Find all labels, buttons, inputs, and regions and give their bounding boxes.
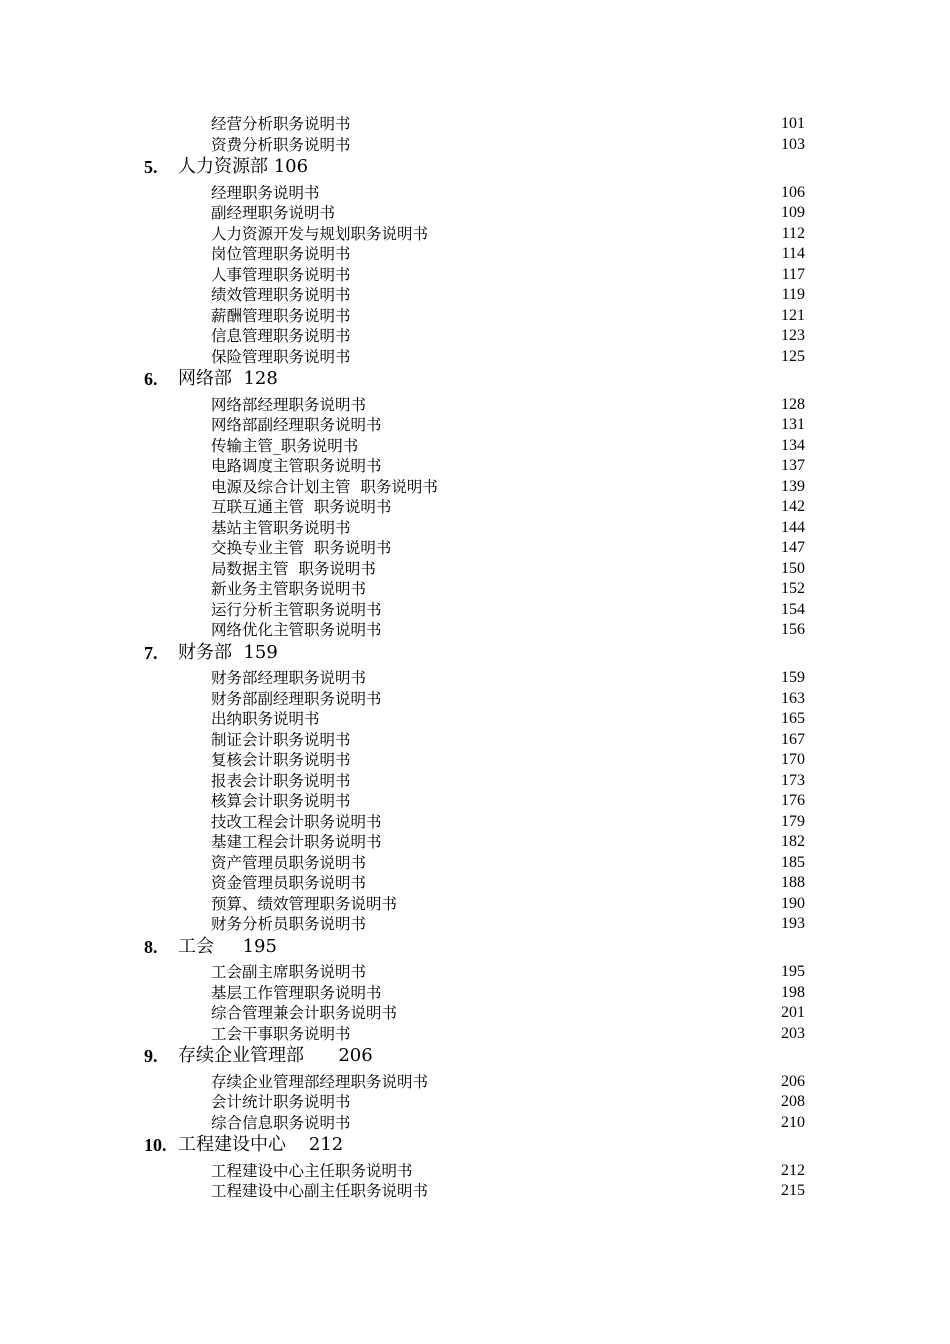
toc-entry-label: 副经理职务说明书 xyxy=(211,204,336,222)
toc-entry-label: 运行分析主管职务说明书 xyxy=(211,600,382,619)
toc-entry-label: 出纳职务说明书 xyxy=(211,710,320,728)
toc-entry[interactable] xyxy=(0,135,950,156)
toc-entry-page-number: 114 xyxy=(781,245,805,262)
toc-entry-label: 财务分析员职务说明书 xyxy=(211,915,367,933)
toc-entry[interactable] xyxy=(0,538,950,559)
toc-entry-page-number: 163 xyxy=(781,689,805,707)
toc-entry-label: 报表会计职务说明书 xyxy=(211,771,351,790)
section-number: 10. xyxy=(144,1135,167,1155)
toc-entry-page-number: 134 xyxy=(781,436,805,454)
toc-entry-page-number: 156 xyxy=(781,621,805,638)
toc-entry-label: 财务部副经理职务说明书 xyxy=(211,689,382,708)
section-title: 人力资源部 106 xyxy=(178,156,309,177)
toc-entry-label: 财务部经理职务说明书 xyxy=(211,669,367,687)
toc-entry[interactable] xyxy=(0,518,950,539)
toc-entry[interactable] xyxy=(0,265,950,286)
toc-entry-label: 传输主管_职务说明书 xyxy=(211,436,359,455)
toc-entry-label: 绩效管理职务说明书 xyxy=(211,286,351,304)
toc-entry-page-number: 150 xyxy=(781,559,805,577)
toc-entry[interactable] xyxy=(0,497,950,518)
toc-entry-label: 核算会计职务说明书 xyxy=(211,792,351,810)
toc-entry-page-number: 106 xyxy=(781,183,805,201)
toc-entry[interactable] xyxy=(0,750,950,771)
toc-entry-page-number: 165 xyxy=(781,710,805,727)
toc-entry-page-number: 154 xyxy=(781,600,805,618)
toc-entry-page-number: 195 xyxy=(781,963,805,980)
toc-entry-label: 信息管理职务说明书 xyxy=(211,327,351,345)
toc-entry[interactable] xyxy=(0,709,950,730)
toc-entry-label: 基站主管职务说明书 xyxy=(211,518,351,537)
toc-entry[interactable] xyxy=(0,1181,950,1202)
toc-entry[interactable] xyxy=(0,1024,950,1045)
toc-entry-page-number: 193 xyxy=(781,915,805,932)
toc-section-heading[interactable] xyxy=(0,1044,950,1072)
toc-section-heading[interactable] xyxy=(0,155,950,183)
toc-entry-page-number: 215 xyxy=(781,1182,805,1199)
toc-entry-page-number: 182 xyxy=(781,833,805,850)
toc-entry-label: 综合信息职务说明书 xyxy=(211,1113,351,1132)
toc-entry[interactable] xyxy=(0,1003,950,1024)
toc-section-heading[interactable] xyxy=(0,1133,950,1161)
toc-entry-label: 工程建设中心主任职务说明书 xyxy=(211,1161,413,1180)
toc-entry-label: 网络优化主管职务说明书 xyxy=(211,621,382,639)
toc-entry-label: 新业务主管职务说明书 xyxy=(211,580,367,598)
toc-entry-label: 经营分析职务说明书 xyxy=(211,115,351,133)
toc-entry-page-number: 128 xyxy=(781,395,805,413)
toc-entry-label: 工程建设中心副主任职务说明书 xyxy=(211,1182,429,1200)
toc-entry-label: 保险管理职务说明书 xyxy=(211,347,351,366)
toc-entry-label: 会计统计职务说明书 xyxy=(211,1093,351,1111)
toc-entry[interactable] xyxy=(0,689,950,710)
toc-entry[interactable] xyxy=(0,873,950,894)
toc-entry-label: 资产管理员职务说明书 xyxy=(211,853,367,872)
section-title: 工会 195 xyxy=(178,935,277,957)
toc-entry-page-number: 152 xyxy=(781,580,805,597)
toc-entry-label: 存续企业管理部经理职务说明书 xyxy=(211,1072,429,1091)
toc-entry[interactable] xyxy=(0,183,950,204)
toc-entry-page-number: 119 xyxy=(781,286,805,303)
toc-entry-page-number: 112 xyxy=(781,224,805,242)
toc-entry-label: 交换专业主管 职务说明书 xyxy=(211,539,392,557)
toc-entry[interactable] xyxy=(0,285,950,306)
toc-entry-page-number: 179 xyxy=(781,812,805,830)
toc-entry[interactable] xyxy=(0,1072,950,1093)
toc-entry-page-number: 203 xyxy=(781,1024,805,1042)
toc-entry-label: 综合管理兼会计职务说明书 xyxy=(211,1004,398,1022)
toc-entry-label: 电源及综合计划主管 职务说明书 xyxy=(211,477,438,496)
toc-entry-label: 技改工程会计职务说明书 xyxy=(211,812,382,831)
toc-entry-page-number: 109 xyxy=(781,204,805,221)
toc-entry-page-number: 170 xyxy=(781,751,805,768)
toc-entry[interactable] xyxy=(0,812,950,833)
toc-entry-page-number: 147 xyxy=(781,539,805,556)
toc-entry[interactable] xyxy=(0,771,950,792)
toc-entry[interactable] xyxy=(0,244,950,265)
toc-entry[interactable] xyxy=(0,894,950,915)
toc-entry-page-number: 201 xyxy=(781,1004,805,1021)
toc-entry-page-number: 190 xyxy=(781,894,805,912)
toc-entry-page-number: 125 xyxy=(781,347,805,365)
toc-entry-label: 预算、绩效管理职务说明书 xyxy=(211,894,398,913)
toc-entry[interactable] xyxy=(0,791,950,812)
toc-entry-page-number: 159 xyxy=(781,669,805,686)
toc-entry-label: 互联互通主管 职务说明书 xyxy=(211,498,392,516)
toc-entry[interactable] xyxy=(0,853,950,874)
toc-entry[interactable] xyxy=(0,436,950,457)
section-number: 7. xyxy=(144,642,158,663)
section-title: 工程建设中心 212 xyxy=(178,1134,344,1155)
toc-entry-page-number: 123 xyxy=(781,327,805,344)
toc-entry[interactable] xyxy=(0,224,950,245)
toc-entry[interactable] xyxy=(0,203,950,224)
toc-entry-label: 制证会计职务说明书 xyxy=(211,730,351,749)
toc-entry-label: 人事管理职务说明书 xyxy=(211,265,351,284)
toc-section-heading[interactable] xyxy=(0,367,950,395)
toc-entry[interactable] xyxy=(0,600,950,621)
toc-entry-page-number: 144 xyxy=(781,518,805,536)
toc-entry-label: 经理职务说明书 xyxy=(211,183,320,202)
toc-entry[interactable] xyxy=(0,730,950,751)
toc-entry-page-number: 131 xyxy=(781,416,805,433)
section-number: 8. xyxy=(144,936,158,957)
toc-section-heading[interactable] xyxy=(0,935,950,963)
toc-entry-page-number: 206 xyxy=(781,1072,805,1090)
toc-entry-page-number: 185 xyxy=(781,853,805,871)
toc-entry[interactable] xyxy=(0,395,950,416)
toc-entry[interactable] xyxy=(0,1113,950,1134)
toc-entry-page-number: 210 xyxy=(781,1113,805,1131)
toc-entry-page-number: 142 xyxy=(781,498,805,515)
section-title: 网络部 128 xyxy=(178,368,278,389)
toc-entry[interactable] xyxy=(0,579,950,600)
toc-entry-label: 网络部副经理职务说明书 xyxy=(211,416,382,434)
toc-entry[interactable] xyxy=(0,620,950,641)
toc-entry[interactable] xyxy=(0,477,950,498)
toc-entry-page-number: 188 xyxy=(781,874,805,891)
toc-entry[interactable] xyxy=(0,415,950,436)
toc-entry[interactable] xyxy=(0,1092,950,1113)
section-number: 6. xyxy=(144,369,158,389)
toc-entry[interactable] xyxy=(0,326,950,347)
toc-entry-label: 人力资源开发与规划职务说明书 xyxy=(211,224,429,243)
toc-entry-label: 岗位管理职务说明书 xyxy=(211,245,351,263)
toc-entry-label: 基层工作管理职务说明书 xyxy=(211,983,382,1002)
toc-entry[interactable] xyxy=(0,456,950,477)
toc-entry-label: 薪酬管理职务说明书 xyxy=(211,306,351,325)
toc-entry-label: 复核会计职务说明书 xyxy=(211,751,351,769)
table-of-contents xyxy=(0,114,950,1202)
toc-entry-label: 资费分析职务说明书 xyxy=(211,135,351,154)
toc-entry-page-number: 173 xyxy=(781,771,805,789)
toc-entry-page-number: 101 xyxy=(781,115,805,132)
toc-entry[interactable] xyxy=(0,1161,950,1182)
toc-entry-label: 工会副主席职务说明书 xyxy=(211,963,367,981)
section-title: 存续企业管理部 206 xyxy=(178,1045,373,1066)
toc-entry[interactable] xyxy=(0,559,950,580)
toc-entry-page-number: 198 xyxy=(781,983,805,1001)
toc-section-heading[interactable] xyxy=(0,641,950,669)
section-title: 财务部 159 xyxy=(178,641,278,663)
toc-entry-label: 电路调度主管职务说明书 xyxy=(211,457,382,475)
toc-entry[interactable] xyxy=(0,347,950,368)
toc-entry[interactable] xyxy=(0,114,950,135)
toc-entry-page-number: 139 xyxy=(781,477,805,495)
toc-entry-page-number: 212 xyxy=(781,1161,805,1179)
toc-entry-page-number: 208 xyxy=(781,1093,805,1110)
toc-entry-page-number: 121 xyxy=(781,306,805,324)
toc-entry[interactable] xyxy=(0,668,950,689)
toc-entry[interactable] xyxy=(0,914,950,935)
toc-entry[interactable] xyxy=(0,306,950,327)
toc-entry-label: 资金管理员职务说明书 xyxy=(211,874,367,892)
section-number: 5. xyxy=(144,157,158,177)
toc-entry-label: 网络部经理职务说明书 xyxy=(211,395,367,414)
section-number: 9. xyxy=(144,1046,158,1066)
toc-entry-page-number: 117 xyxy=(781,265,805,283)
toc-entry-page-number: 176 xyxy=(781,792,805,809)
toc-entry-page-number: 137 xyxy=(781,457,805,474)
toc-entry-page-number: 103 xyxy=(781,135,805,153)
toc-entry[interactable] xyxy=(0,962,950,983)
toc-entry[interactable] xyxy=(0,832,950,853)
toc-entry[interactable] xyxy=(0,983,950,1004)
toc-entry-label: 局数据主管 职务说明书 xyxy=(211,559,376,578)
toc-entry-label: 基建工程会计职务说明书 xyxy=(211,833,382,851)
toc-entry-page-number: 167 xyxy=(781,730,805,748)
toc-entry-label: 工会干事职务说明书 xyxy=(211,1024,351,1043)
